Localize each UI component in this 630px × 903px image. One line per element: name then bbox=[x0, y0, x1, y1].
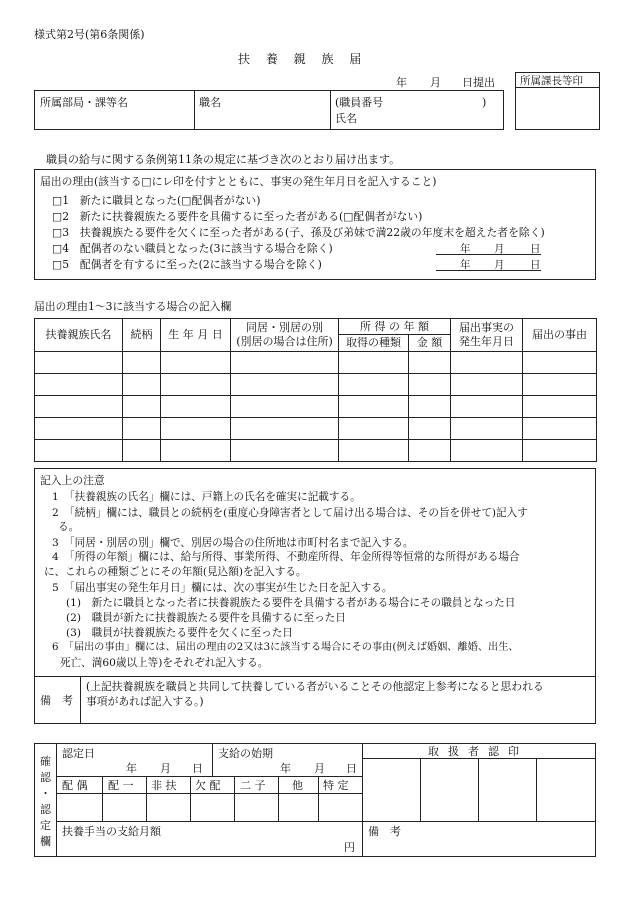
cat-haiichi: 配 一 bbox=[108, 779, 134, 792]
side-label-5: 定 bbox=[40, 819, 51, 832]
form-title: 扶 養 親 族 届 bbox=[238, 52, 368, 66]
col-event-date: 届出事実の 発生年月日 bbox=[451, 319, 523, 352]
monthly-amount-input[interactable] bbox=[150, 838, 340, 854]
remarks-input[interactable] bbox=[82, 714, 592, 722]
table-row[interactable] bbox=[35, 374, 597, 396]
submit-year: 年 bbox=[396, 76, 407, 89]
reason-4[interactable]: □4 配偶者のない職員となった(3に該当する場合を除く) bbox=[52, 242, 333, 255]
remarks-label: 備 考 bbox=[40, 694, 73, 707]
col-income-amount: 金 額 bbox=[409, 335, 451, 352]
handler-label: 取 扱 者 認 印 bbox=[428, 745, 522, 758]
yen-label: 円 bbox=[344, 841, 355, 854]
side-label-1: 確 bbox=[40, 755, 51, 768]
cat-hifu: 非 扶 bbox=[151, 779, 177, 792]
side-label-6: 欄 bbox=[40, 835, 51, 848]
monthly-label: 扶養手当の支給月額 bbox=[62, 825, 161, 838]
pay-start-label: 支給の始期 bbox=[218, 747, 273, 760]
side-label-4: 認 bbox=[40, 803, 51, 816]
note-5-1: (1) 新たに職員となった者に扶養親族たる要件を具備する者がある場合にその職員となった日 bbox=[66, 597, 516, 609]
col-income: 所 得 の 年 額 bbox=[339, 319, 451, 335]
remarks-text-2: 事項があれば記入する。) bbox=[86, 695, 204, 708]
dependents-table bbox=[34, 318, 597, 462]
table-caption: 届出の理由1～3に該当する場合の記入欄 bbox=[34, 300, 232, 313]
note-4: 4 「所得の年額」欄には、給与所得、事業所得、不動産所得、年金所得等恒常的な所得がある場合 bbox=[52, 551, 520, 563]
note-5-2: (2) 職員が新たに扶養親族たる要件を具備するに至った日 bbox=[66, 612, 346, 624]
table-row[interactable] bbox=[35, 440, 597, 462]
note-5-3: (3) 職員が扶養親族たる要件を欠くに至った日 bbox=[66, 627, 293, 639]
cat-nishi: 二 子 bbox=[240, 779, 266, 792]
cert-month: 月 bbox=[160, 762, 171, 775]
pay-year: 年 bbox=[280, 762, 291, 775]
reasons-heading: 届出の理由(該当する□にレ印を付すとともに、事実の発生年月日を記入すること) bbox=[40, 175, 437, 188]
table-row[interactable] bbox=[35, 352, 597, 374]
cert-year: 年 bbox=[126, 762, 137, 775]
reason-5-date[interactable]: 年 月 日 bbox=[436, 257, 541, 271]
confirm-remarks-label: 備 考 bbox=[368, 825, 401, 838]
cat-tokutei: 特 定 bbox=[323, 779, 349, 792]
staff-no-label: (職員番号 bbox=[335, 96, 384, 109]
staff-no-close: ) bbox=[482, 96, 487, 109]
note-2: 2 「続柄」欄には、職員との続柄を(重度心身障害者として届け出る場合は、その旨を併せて)記入す bbox=[52, 507, 528, 519]
reason-4-date[interactable]: 年 月 日 bbox=[436, 241, 541, 255]
table-row[interactable] bbox=[35, 418, 597, 440]
reason-3[interactable]: □3 扶養親族たる要件を欠くに至った者がある(子、孫及び弟妹で満22歳の年度末を超えた者を除く) bbox=[52, 226, 545, 239]
note-4-cont: に、これらの種類ごとにその年額(見込額)を記入する。 bbox=[44, 566, 307, 578]
note-6: 6 「届出の事由」欄には、届出の理由の2又は3に該当する場合にその事由(例えば婚姻、離婚、出生、 bbox=[52, 642, 519, 653]
form-id: 様式第2号(第6条関係) bbox=[34, 28, 145, 41]
col-residence: 同居・別居の別 (別居の場合は住所) bbox=[231, 319, 339, 352]
notes-heading: 記入上の注意 bbox=[40, 474, 105, 487]
cat-haigu: 配 偶 bbox=[62, 779, 88, 792]
col-birth: 生 年 月 日 bbox=[161, 319, 231, 352]
intro-text: 職員の給与に関する条例第11条の規定に基づき次のとおり届け出ます。 bbox=[46, 153, 401, 166]
dept-label: 所属部局・課等名 bbox=[40, 96, 128, 109]
name-label: 氏名 bbox=[335, 112, 357, 125]
note-1: 1 「扶養親族の氏名」欄には、戸籍上の氏名を確実に記載する。 bbox=[52, 491, 361, 503]
reason-2[interactable]: □2 新たに扶養親族たる要件を具備するに至った者がある(□配偶者がない) bbox=[52, 210, 423, 223]
stamp-label: 所属課長等印 bbox=[520, 75, 583, 87]
cat-ta: 他 bbox=[292, 779, 303, 792]
note-3: 3 「同居・別居の別」欄で、別居の場合の住所地は市町村名まで記入する。 bbox=[52, 537, 414, 549]
cat-ketsuhai: 欠 配 bbox=[195, 779, 221, 792]
note-2-cont: る。 bbox=[58, 521, 80, 533]
col-reason: 届出の事由 bbox=[523, 319, 597, 352]
side-label-3: ・ bbox=[40, 787, 51, 800]
col-name: 扶養親族氏名 bbox=[35, 319, 123, 352]
reason-5[interactable]: □5 配偶者を有するに至った(2に該当する場合を除く) bbox=[52, 258, 322, 271]
remarks-text-1: (上記扶養親族を職員と共同して扶養している者がいることその他認定上参考になると思われる bbox=[86, 680, 544, 693]
col-income-type: 取得の種類 bbox=[339, 335, 409, 352]
note-6-cont: 死亡、満60歳以上等)をそれぞれ記入する。 bbox=[60, 657, 269, 669]
post-label: 職名 bbox=[199, 96, 221, 109]
cert-day: 日 bbox=[192, 762, 203, 775]
reason-1[interactable]: □1 新たに職員となった(□配偶者がない) bbox=[52, 194, 261, 207]
pay-day: 日 bbox=[346, 762, 357, 775]
side-label-2: 認 bbox=[40, 771, 51, 784]
col-relation: 続柄 bbox=[123, 319, 161, 352]
note-5: 5 「届出事実の発生年月日」欄には、次の事実が生じた日を記入する。 bbox=[52, 582, 393, 594]
cert-date-label: 認定日 bbox=[62, 747, 95, 760]
pay-month: 月 bbox=[314, 762, 325, 775]
table-row[interactable] bbox=[35, 396, 597, 418]
submit-month: 月 bbox=[430, 76, 441, 89]
submit-day: 日提出 bbox=[462, 76, 495, 89]
